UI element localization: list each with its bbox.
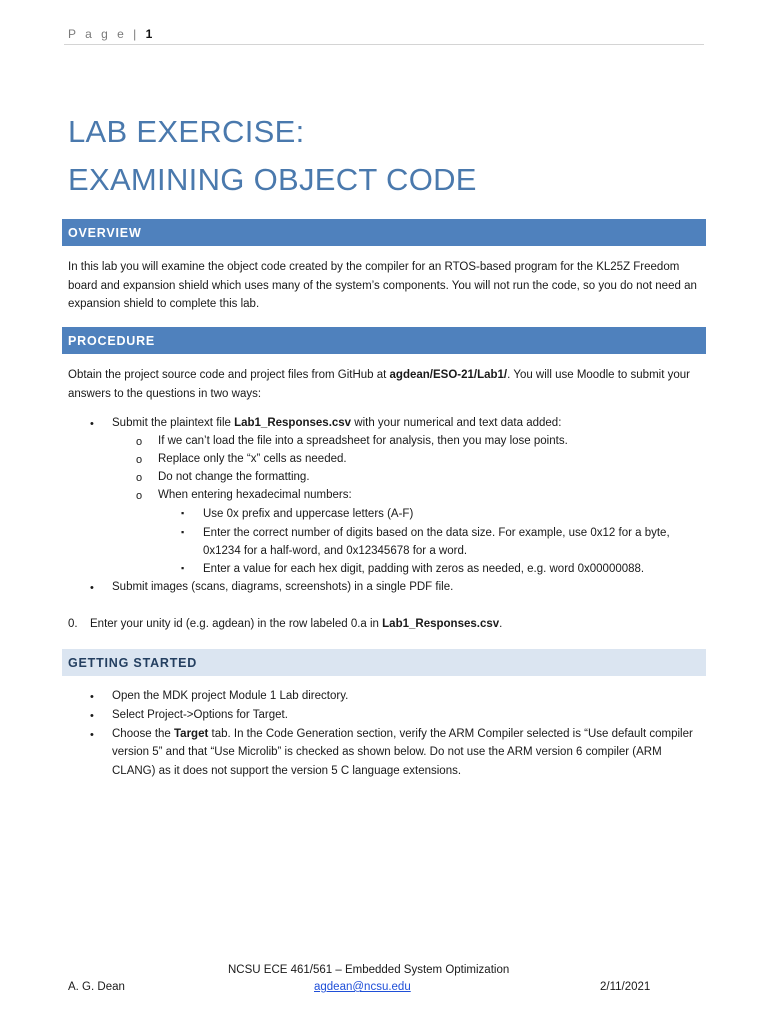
page-header [68,27,152,41]
bullet-marker: • [90,710,94,722]
getting-started-bullet-1: Open the MDK project Module 1 Lab directory. [112,690,349,702]
item-0-number: 0. [68,618,78,630]
item0-after: . [499,618,503,630]
getting-started-bullet-2: Select Project->Options for Target. [112,709,288,721]
getting-started-heading: GETTING STARTED [62,649,706,676]
bullet1-before: Submit the plaintext file [112,417,235,429]
header-divider [64,44,704,45]
footer-author: A. G. Dean [68,981,125,993]
item-0-text [90,618,502,630]
bullet-marker: • [90,418,94,430]
bullet-marker: • [90,729,94,741]
bullet3-after: tab. In the Code Generation section, verify the ARM Compiler selected is “Use default compiler [208,728,693,740]
procedure-subsub-2b: 0x1234 for a half-word, and 0x12345678 for a word. [203,545,468,557]
procedure-sub-3: Do not change the formatting. [158,471,310,483]
procedure-subsub-3: Enter a value for each hex digit, padding with zeros as needed, e.g. word 0x00000088. [203,563,645,575]
footer-email-link[interactable]: agdean@ncsu.edu [314,981,411,993]
item0-file: Lab1_Responses.csv [382,618,500,630]
circle-marker: o [136,472,143,484]
procedure-subsub-2a: Enter the correct number of digits based on the data size. For example, use 0x12 for a byte, [203,527,670,539]
getting-started-bullet-3-line-3: CLANG) as it does not support the version 5 C language extensions. [112,765,462,777]
bullet3-before: Choose the [112,728,175,740]
square-marker: ▪ [181,527,185,537]
circle-marker: o [136,454,143,466]
overview-text: In this lab you will examine the object code created by the compiler for an RTOS-based program for the KL25Z Freedom board and expansion shield which uses many of the system’s components. You will not run the code, so you do not need an expansion shield to complete this lab. [68,261,697,310]
page-number: 1 [145,27,153,41]
procedure-subsub-1: Use 0x prefix and uppercase letters (A-F) [203,508,414,520]
intro-before: Obtain the project source code and project files from GitHub at [68,369,390,381]
bullet1-after: with your numerical and text data added: [351,417,562,429]
square-marker: ▪ [181,508,185,518]
footer-date: 2/11/2021 [600,981,651,993]
circle-marker: o [136,436,143,448]
circle-marker: o [136,490,143,502]
procedure-intro [68,366,706,403]
getting-started-bullet-3-line-2: version 5” and that “Use Microlib” is checked as shown below. Do not use the ARM version 6 compiler (ARM [112,746,662,758]
square-marker: ▪ [181,563,185,573]
getting-started-bullet-3 [112,728,693,740]
target-tab-label: Target [174,728,209,740]
intro-after: . You will use Moodle to submit your answers to the questions in two ways: [68,369,690,400]
procedure-bullet-2: Submit images (scans, diagrams, screenshots) in a single PDF file. [112,581,454,593]
overview-heading: OVERVIEW [62,219,706,246]
bullet-marker: • [90,582,94,594]
footer-course: NCSU ECE 461/561 – Embedded System Optimization [228,964,510,976]
bullet1-file: Lab1_Responses.csv [234,417,352,429]
procedure-sub-2: Replace only the “x” cells as needed. [158,453,347,465]
bullet-marker: • [90,691,94,703]
title-line-1: LAB EXERCISE: [68,114,305,149]
procedure-bullet-1 [112,417,561,429]
procedure-heading: PROCEDURE [62,327,706,354]
title-line-2: EXAMINING OBJECT CODE [68,162,477,197]
procedure-sub-1: If we can’t load the file into a spreadsheet for analysis, then you may lose points. [158,435,568,447]
repo-path: agdean/ESO-21/Lab1/ [389,369,508,381]
procedure-sub-4: When entering hexadecimal numbers: [158,489,352,501]
item0-before: Enter your unity id (e.g. agdean) in the row labeled 0.a in [90,618,383,630]
page-label: P a g e | [68,27,140,41]
